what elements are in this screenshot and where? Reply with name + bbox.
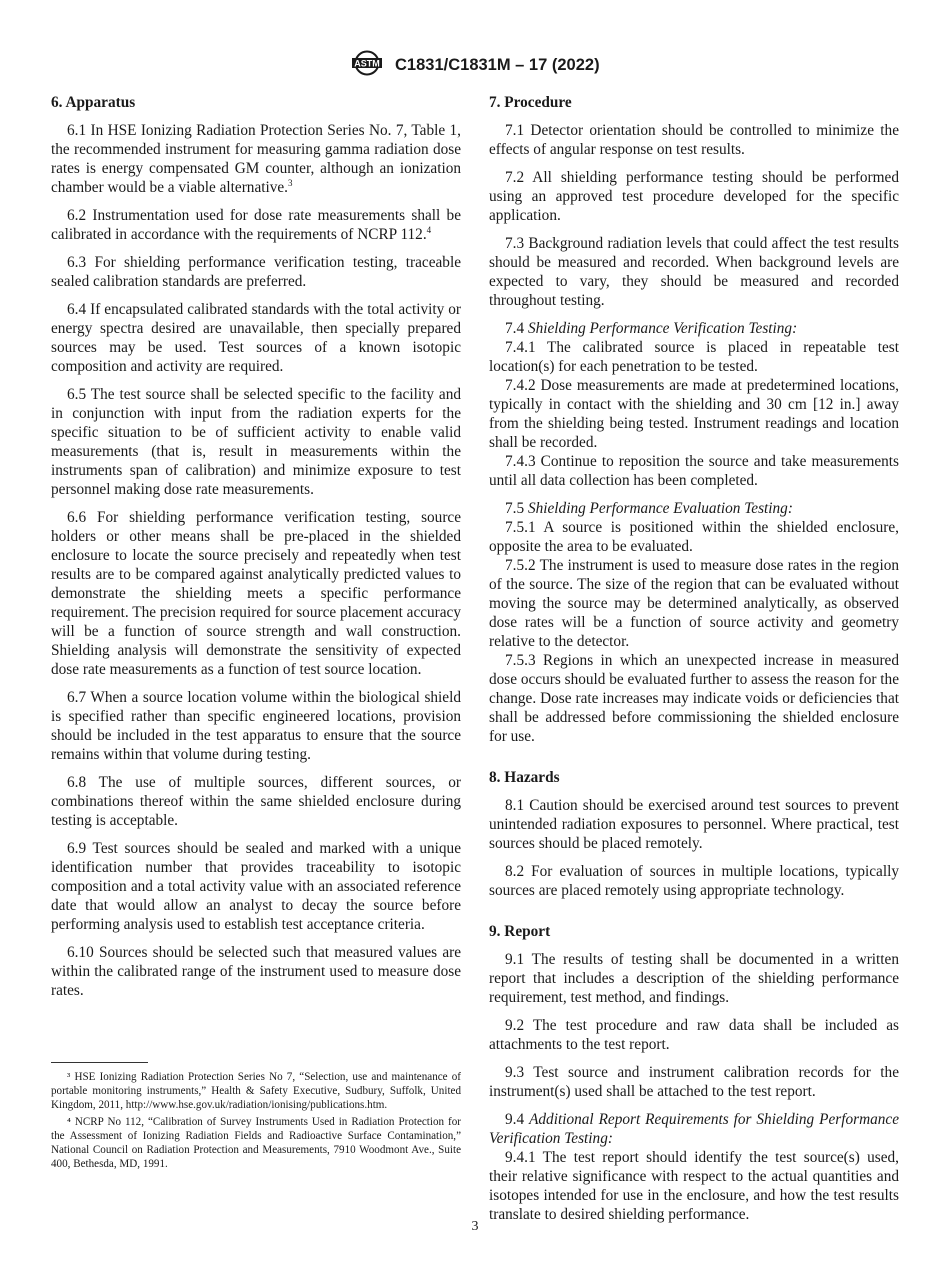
paragraph-8-2: 8.2 For evaluation of sources in multiple locations, typically sources are placed remotely using appropriate technology. [489,863,899,899]
footnote-3: ³ HSE Ionizing Radiation Protection Series No 7, “Selection, use and maintenance of portable monitoring instruments,” Health & Safety Executive, Sudbury, Suffolk, United Kingdom, 2011, http://www.hse.gov.uk/radiation/ionising/publications.htm. [51,1071,461,1112]
paragraph-7-4: 7.4 Shielding Performance Verification Testing: [505,320,798,337]
paragraph-6-7: 6.7 When a source location volume within the biological shield is specified rather than specific engineered locations, provision should be included in the test apparatus to ensure that the source remains within that volume during testing. [51,689,461,763]
paragraph-6-1: 6.1 In HSE Ionizing Radiation Protection Series No. 7, Table 1, the recommended instrument for measuring gamma radiation dose rates is energy compensated GM counter, although an ionization chamber would be a viable alternative.$^3$ [51,122,461,196]
right-column [489,93,899,1233]
page-number: 3 [471,1219,479,1234]
paragraph-7-5: 7.5 Shielding Performance Evaluation Testing: [505,500,793,517]
paragraph-6-6: 6.6 For shielding performance verification testing, source holders or other means shall be pre-placed in the shielded enclosure to locate the source precisely and repeatedly when test results are to be compared against analytically predicted values to demonstrate the shielding meets a specific performance requirement. The precision required for source placement accuracy will be a function of source strength and wall construction. Shielding analysis will demonstrate the sensitivity of expected dose rate measurements as a function of test source location. [51,509,461,678]
footnote-ref-4[interactable]: 4 [426,224,432,235]
paragraph-9-3: 9.3 Test source and instrument calibration records for the instrument(s) used shall be attached to the test report. [489,1064,899,1100]
footnotes [51,1062,461,1173]
section-9-heading: 9. Report [489,923,551,940]
paragraph-9-4: 9.4 Additional Report Requirements for Shielding Performance Verification Testing: [489,1111,899,1147]
subsection-9-4-title: Additional Report Requirements for Shielding Performance Verification Testing: [489,1111,899,1147]
paragraph-6-10: 6.10 Sources should be selected such that measured values are within the calibrated range of the instrument used to measure dose rates. [51,944,461,999]
paragraph-7-5-1: 7.5.1 A source is positioned within the shielded enclosure, opposite the area to be evaluated. [489,519,899,555]
paragraph-8-1: 8.1 Caution should be exercised around test sources to prevent unintended radiation exposures to personnel. Where practical, test sources should be placed remotely. [489,797,899,852]
svg-text:ASTM: ASTM [354,58,381,69]
paragraph-9-2: 9.2 The test procedure and raw data shall be included as attachments to the test report. [489,1017,899,1053]
footnote-4: ⁴ NCRP No 112, “Calibration of Survey Instruments Used in Radiation Protection for the Assessment of Ionizing Radiation Fields and Radioactive Surface Contamination,” National Council on Radiation Protection and Measurements, 7910 Woodmont Ave., Suite 400, Bethesda, MD, 1991. [51,1115,461,1171]
section-7-heading: 7. Procedure [489,94,572,111]
left-column [51,93,461,1009]
paragraph-7-5-3: 7.5.3 Regions in which an unexpected increase in measured dose occurs should be evaluated further to assess the reason for the change. Dose rate increases may indicate voids or deficiencies that shall be addressed before commissioning the shielded enclosure for use. [489,652,899,745]
paragraph-7-2: 7.2 All shielding performance testing should be performed using an approved test procedure developed for the specific application. [489,169,899,224]
paragraph-6-2: 6.2 Instrumentation used for dose rate measurements shall be calibrated in accordance with the requirements of NCRP 112.$^4$ [51,207,461,243]
paragraph-6-4: 6.4 If encapsulated calibrated standards with the total activity or energy spectra desired are unavailable, then specially prepared sources may be used. Test sources of a known isotopic composition and activity are required. [51,301,461,375]
paragraph-7-3: 7.3 Background radiation levels that could affect the test results should be measured and recorded. When background levels are expected to vary, they should be measured and recorded throughout testing. [489,235,899,309]
paragraph-6-9: 6.9 Test sources should be sealed and marked with a unique identification number that provides traceability to isotopic composition and a total activity value with an associated reference date that would allow an analyst to decay the source before performing analysis used to establish test acceptance criteria. [51,840,461,933]
paragraph-7-1: 7.1 Detector orientation should be controlled to minimize the effects of angular response on test results. [489,122,899,158]
paragraph-7-5-2: 7.5.2 The instrument is used to measure dose rates in the region of the source. The size of the region that can be evaluated without moving the source may be determined analytically, as observed dose rates will be a function of source activity and geometry relative to the detector. [489,557,899,650]
paragraph-6-8: 6.8 The use of multiple sources, different sources, or combinations thereof within the same shielded enclosure during testing is acceptable. [51,774,461,829]
standard-designation: C1831/C1831M – 17 (2022) [395,56,600,74]
section-6-heading: 6. Apparatus [51,94,136,111]
astm-logo-icon [350,50,384,81]
subsection-7-5-title: Shielding Performance Evaluation Testing: [527,500,793,517]
footnote-ref-3[interactable]: 3 [288,177,293,188]
paragraph-9-4-1: 9.4.1 The test report should identify the test source(s) used, their relative significance with respect to the actual quantities and isotopes intended for use in the enclosure, and how the test results translate to desired shielding performance. [489,1149,899,1223]
section-8-heading: 8. Hazards [489,769,560,786]
paragraph-6-5: 6.5 The test source shall be selected specific to the facility and in conjunction with input from the radiation experts for the specific situation to be of sufficient activity to enable valid measurements (that is, result in measurements within the instruments span of calibration) and minimize exposure to test personnel making dose rate measurements. [51,386,461,498]
page-header [0,50,950,81]
paragraph-6-3: 6.3 For shielding performance verification testing, traceable sealed calibration standards are preferred. [51,254,461,290]
paragraph-9-1: 9.1 The results of testing shall be documented in a written report that includes a description of the shielding performance requirement, test method, and findings. [489,951,899,1006]
paragraph-7-4-3: 7.4.3 Continue to reposition the source and take measurements until all data collection has been completed. [489,453,899,489]
paragraph-7-4-2: 7.4.2 Dose measurements are made at predetermined locations, typically in contact with the shielding and 30 cm [12 in.] away from the shielding being tested. Instrument readings and location shall be recorded. [489,377,899,451]
paragraph-7-4-1: 7.4.1 The calibrated source is placed in repeatable test location(s) for each penetration to be tested. [489,339,899,375]
footnote-divider [51,1062,148,1063]
subsection-7-4-title: Shielding Performance Verification Testing: [527,320,798,337]
